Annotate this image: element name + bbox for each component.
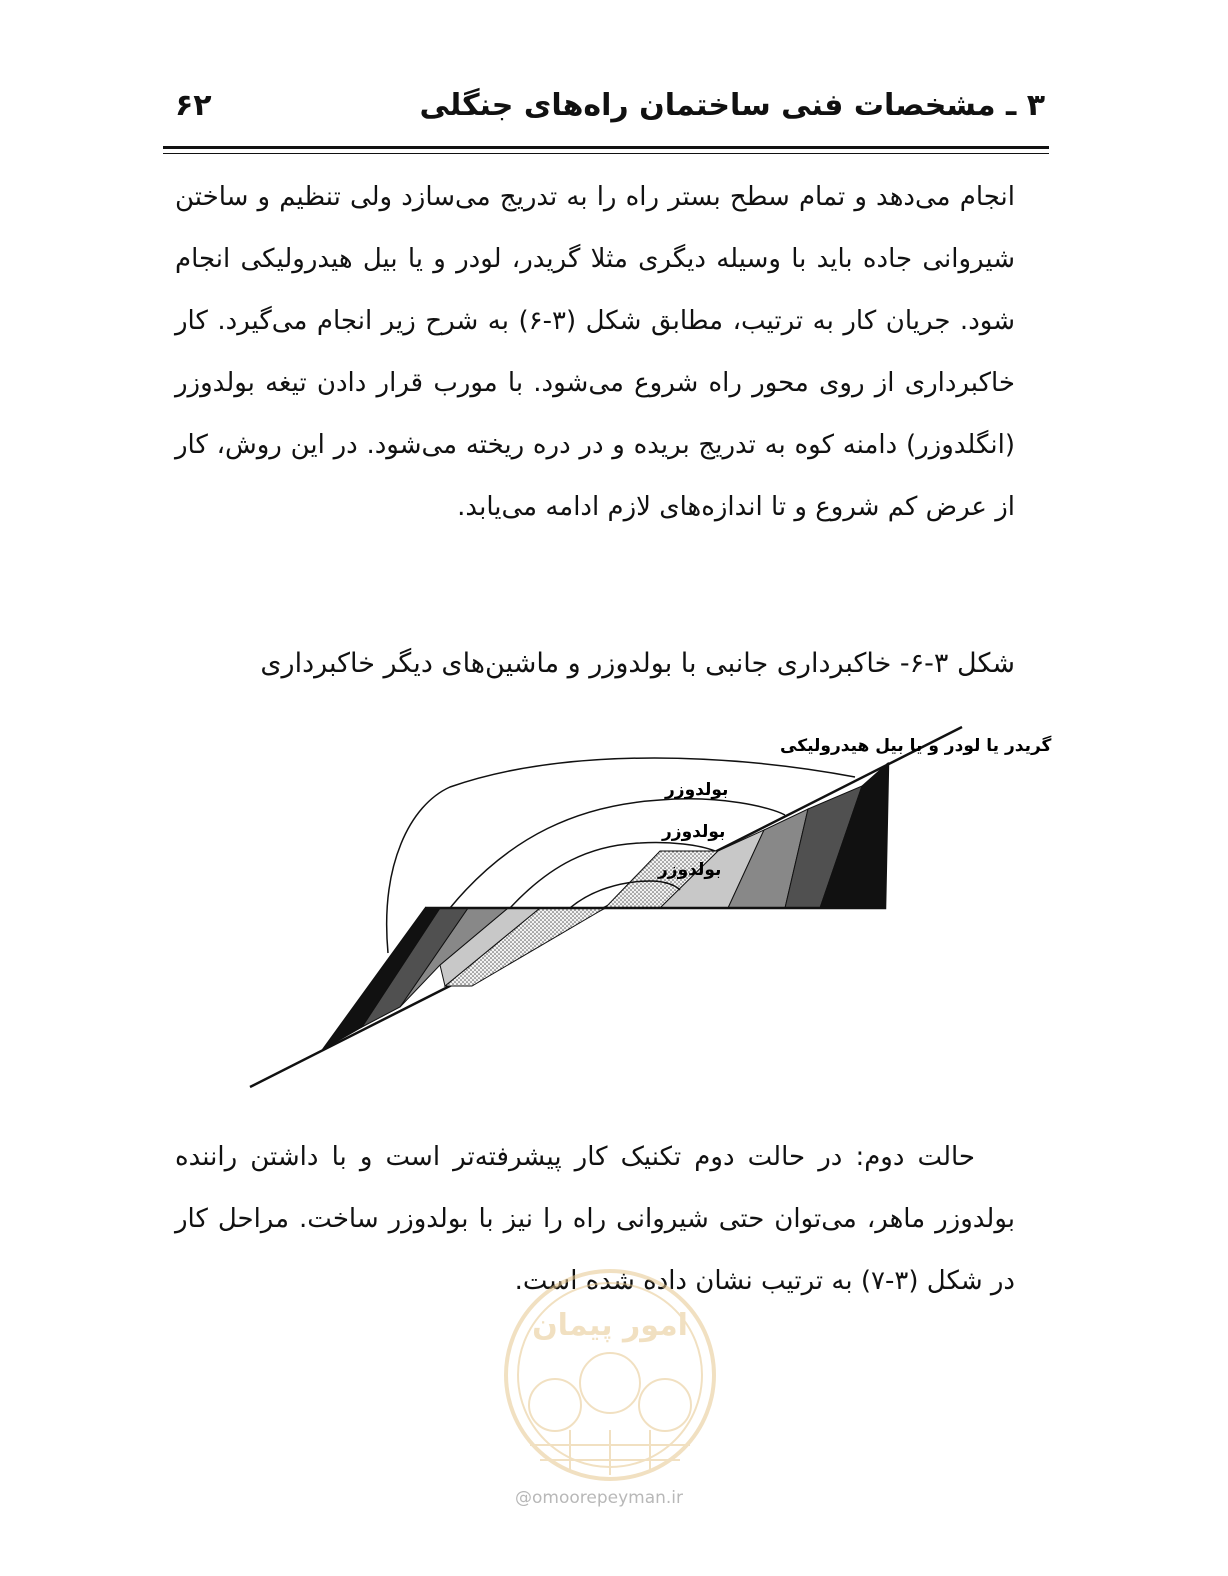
watermark-text: امور پیمان — [532, 1308, 688, 1343]
figure-caption: شکل ۳-۶- خاکبرداری جانبی با بولدوزر و ماشین‌های دیگر خاکبرداری — [260, 648, 1015, 679]
paragraph-2: حالت دوم: در حالت دوم تکنیک کار پیشرفته‌تر است و با داشتن راننده بولدوزر ماهر، می‌توان حتی شیروانی راه را نیز با بولدوزر ساخت. مراحل کار در شکل (۳-۷) به ترتیب نشان داده شده است. — [175, 1142, 1015, 1296]
label-bulldozer-3: بولدوزر — [658, 860, 722, 880]
header-rule-thin — [163, 153, 1049, 154]
label-grader: گریدر یا لودر و یا بیل هیدرولیکی — [780, 736, 1052, 756]
running-head — [165, 88, 1045, 136]
watermark-url: @omoorepeyman.ir — [515, 1488, 684, 1508]
chapter-title: ۳ ـ مشخصات فنی ساختمان راه‌های جنگلی — [419, 88, 1045, 123]
page-number: ۶۲ — [175, 88, 212, 123]
label-bulldozer-1: بولدوزر — [665, 780, 729, 800]
header-rule-thick — [163, 146, 1049, 149]
label-bulldozer-2: بولدوزر — [662, 822, 726, 842]
paragraph-1: انجام می‌دهد و تمام سطح بستر راه را به تدریج می‌سازد ولی تنظیم و ساختن شیروانی جاده باید با وسیله دیگری مثلا گریدر، لودر و یا بیل هیدرولیکی انجام شود. جریان کار به ترتیب، مطابق شکل (۳-۶) به شرح زیر انجام می‌گیرد. کار خاکبرداری از روی محور راه شروع می‌شود. با مورب قرار دادن تیغه بولدوزر (انگلدوزر) دامنه کوه به تدریج بریده و در دره ریخته می‌شود. در این روش، کار از عرض کم شروع و تا اندازه‌های لازم ادامه می‌یابد. — [175, 182, 1015, 522]
earthwork-diagram — [240, 715, 1052, 1105]
watermark-seal — [500, 1265, 720, 1485]
